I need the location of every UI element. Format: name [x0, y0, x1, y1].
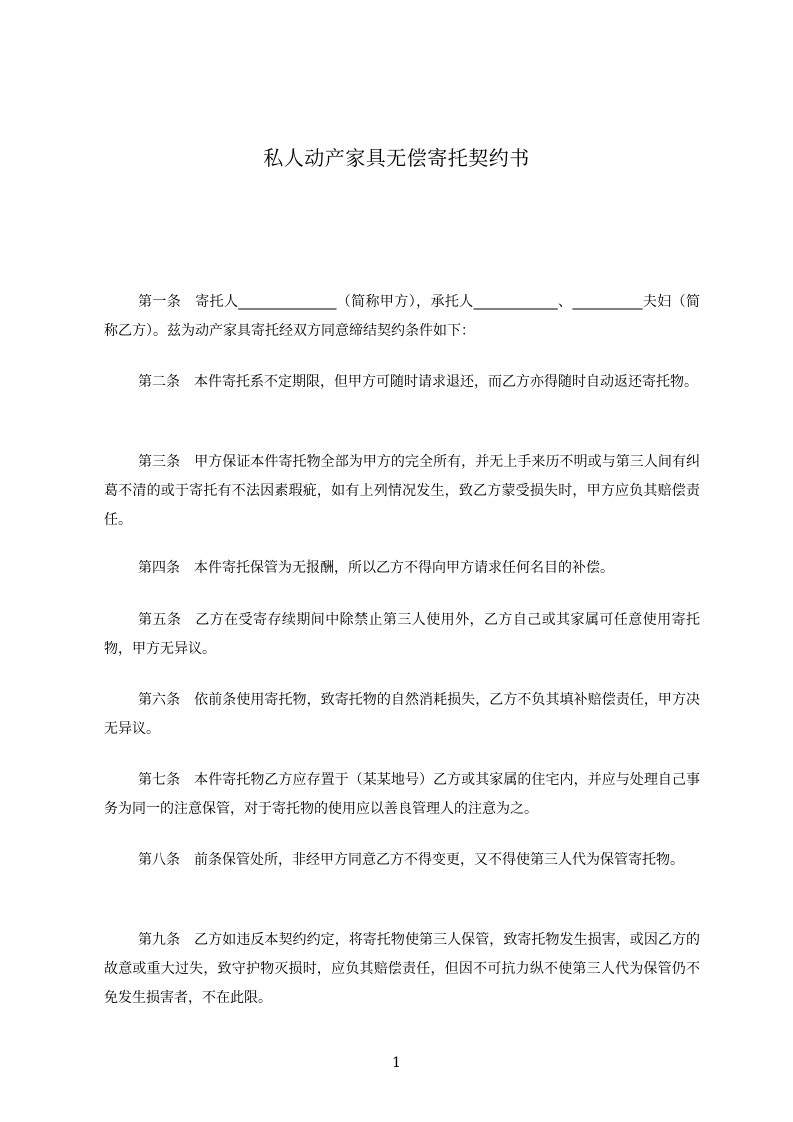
clause-text: 本件寄托保管为无报酬，所以乙方不得向甲方请求任何名目的补偿。	[194, 560, 614, 576]
clause-7	[104, 766, 700, 824]
clause-2	[104, 368, 700, 397]
clause-text: 乙方在受寄存续期间中除禁止第三人使用外，乙方自己或其家属可任意使用寄托物，甲方无异议。	[104, 612, 701, 657]
clause-6	[104, 686, 700, 744]
clause-text: 本件寄托系不定期限，但甲方可随时请求退还，而乙方亦得随时自动返还寄托物。	[194, 374, 698, 390]
clause-number: 第八条	[138, 852, 180, 868]
clause-8	[104, 846, 700, 875]
clause-number: 第五条	[138, 612, 182, 628]
clause-text: 乙方如违反本契约约定，将寄托物使第三人保管，致寄托物发生损害，或因乙方的故意或重大过失，致守护物灭损时，应负其赔偿责任，但因不可抗力纵不使第三人代为保管仍不免发生损害者，不在此限。	[104, 932, 701, 1006]
clause-3	[104, 448, 700, 535]
clause-text: 甲方保证本件寄托物全部为甲方的完全所有，并无上手来历不明或与第三人间有纠葛不清的或于寄托有不法因素瑕疵，如有上列情况发生，致乙方蒙受损失时，甲方应负其赔偿责任。	[104, 454, 701, 528]
clause-text: 前条保管处所，非经甲方同意乙方不得变更，又不得使第三人代为保管寄托物。	[194, 852, 684, 868]
page-number: 1	[392, 1055, 401, 1071]
clause-number: 第二条	[138, 374, 180, 390]
clause-number: 第一条	[138, 294, 182, 310]
clause-number: 第九条	[138, 932, 181, 948]
clause-number: 第四条	[138, 560, 180, 576]
clause-9	[104, 926, 700, 1013]
clause-text: 本件寄托物乙方应存置于（某某地号）乙方或其家属的住宅内，并应与处理自己事务为同一的注意保管，对于寄托物的使用应以善良管理人的注意为之。	[104, 772, 701, 817]
clause-4	[104, 554, 700, 583]
clause-number: 第三条	[138, 454, 181, 470]
clause-number: 第七条	[138, 772, 181, 788]
clause-text: 依前条使用寄托物，致寄托物的自然消耗损失，乙方不负其填补赔偿责任，甲方决无异议。	[104, 692, 701, 737]
clause-5	[104, 606, 700, 664]
clause-text: 寄托人______________（简称甲方），承托人____________、__________夫妇（简称乙方）。兹为动产家具寄托经双方同意缔结契约条件如下：	[104, 294, 701, 339]
document-title: 私人动产家具无偿寄托契约书	[263, 146, 530, 170]
clause-1	[104, 288, 700, 346]
clause-number: 第六条	[138, 692, 181, 708]
